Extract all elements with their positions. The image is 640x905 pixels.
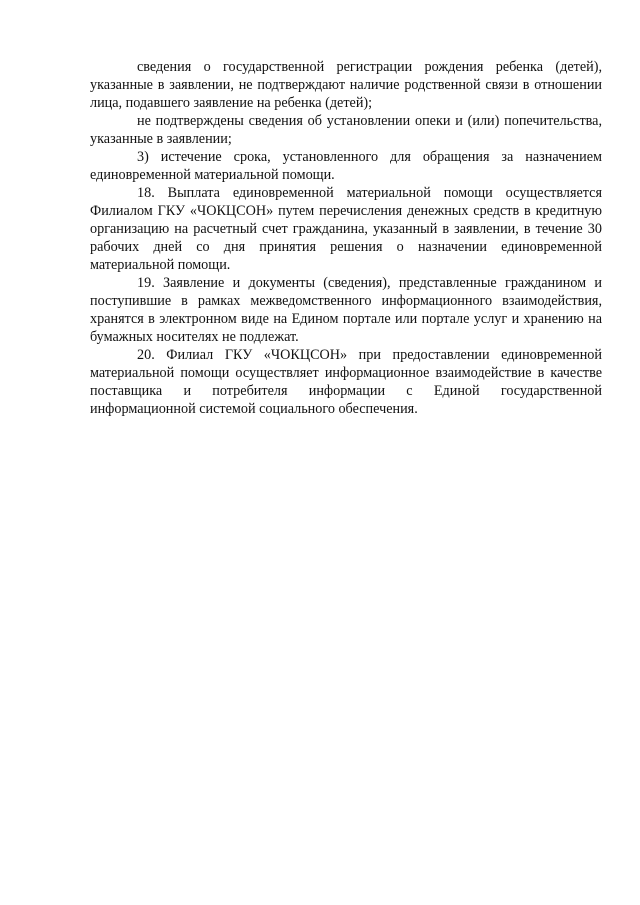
paragraph-20-information-exchange: 20. Филиал ГКУ «ЧОКЦСОН» при предоставлении единовременной материальной помощи осуществляет информационное взаимодействие в качестве поставщика и потребителя информации с Единой государственной информационной системой социального обеспечения. (90, 347, 602, 417)
paragraph-18-payment: 18. Выплата единовременной материальной помощи осуществляется Филиалом ГКУ «ЧОКЦСОН» путем перечисления денежных средств в кредитную организацию на расчетный счет гражданина, указанный в заявлении, в течение 30 рабочих дней со дня принятия решения о назначении единовременной материальной помощи. (90, 185, 602, 273)
paragraph-guardianship: не подтверждены сведения об установлении опеки и (или) попечительства, указанные в заявлении; (90, 113, 602, 147)
paragraph-birth-registration: сведения о государственной регистрации рождения ребенка (детей), указанные в заявлении, не подтверждают наличие родственной связи в отношении лица, подавшего заявление на ребенка (детей); (90, 59, 602, 111)
paragraph-19-storage: 19. Заявление и документы (сведения), представленные гражданином и поступившие в рамках межведомственного информационного взаимодействия, хранятся в электронном виде на Едином портале или портале услуг и хранению на бумажных носителях не подлежат. (90, 275, 602, 345)
document-page (90, 58, 602, 418)
paragraph-deadline-expiry: 3) истечение срока, установленного для обращения за назначением единовременной материальной помощи. (90, 149, 602, 183)
